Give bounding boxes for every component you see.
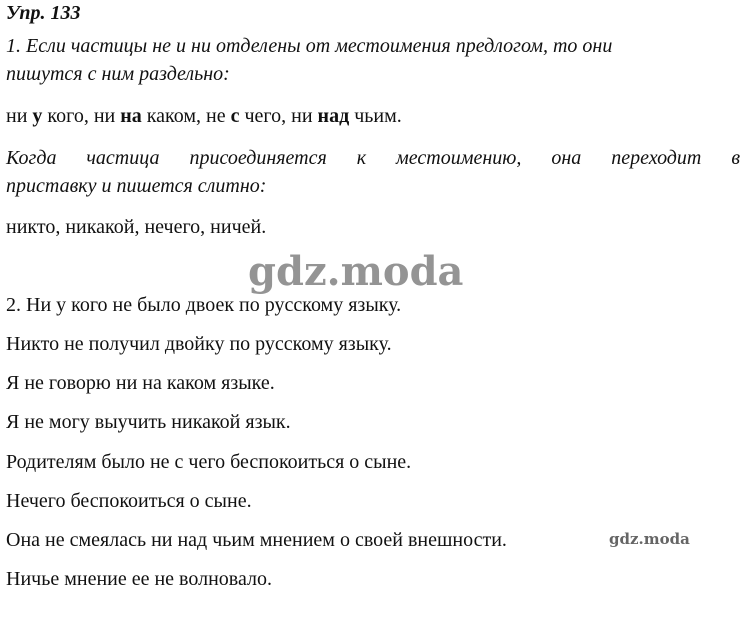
rule1-line2: пишутся с ним раздельно: <box>6 63 230 85</box>
exercise-title: Упр. 133 <box>6 2 81 24</box>
example-text: чьим. <box>349 105 402 127</box>
watermark-logo-small: gdz.moda <box>609 530 690 548</box>
sentence-8: Ничье мнение ее не волновало. <box>6 568 272 590</box>
watermark-logo: gdz.moda <box>248 248 464 295</box>
sentence-1: 2. Ни у кого не было двоек по русскому языку. <box>6 294 402 316</box>
examples2-line: никто, никакой, нечего, ничей. <box>6 216 267 238</box>
preposition-bold: над <box>317 105 350 127</box>
sentence-4: Я не могу выучить никакой язык. <box>6 411 291 433</box>
rule2-line1: Когда частица присоединяется к местоимению, она переходит в <box>6 147 740 169</box>
preposition-bold: на <box>120 105 142 127</box>
sentence-2: Никто не получил двойку по русскому языку. <box>6 333 392 355</box>
sentence-3: Я не говорю ни на каком языке. <box>6 372 275 394</box>
example-text: каком, не <box>141 105 231 127</box>
rule2-line2: приставку и пишется слитно: <box>6 175 267 197</box>
examples1-line <box>6 103 402 129</box>
example-text: ни <box>6 105 33 127</box>
example-text: кого, ни <box>42 105 121 127</box>
sentence-7: Она не смеялась ни над чьим мнением о своей внешности. <box>6 529 507 551</box>
rule1-line1: 1. Если частицы не и ни отделены от местоимения предлогом, то они <box>6 35 613 57</box>
preposition-bold: у <box>32 105 43 127</box>
sentence-5: Родителям было не с чего беспокоиться о сыне. <box>6 451 412 473</box>
preposition-bold: с <box>230 105 240 127</box>
sentence-6: Нечего беспокоиться о сыне. <box>6 490 252 512</box>
example-text: чего, ни <box>239 105 318 127</box>
